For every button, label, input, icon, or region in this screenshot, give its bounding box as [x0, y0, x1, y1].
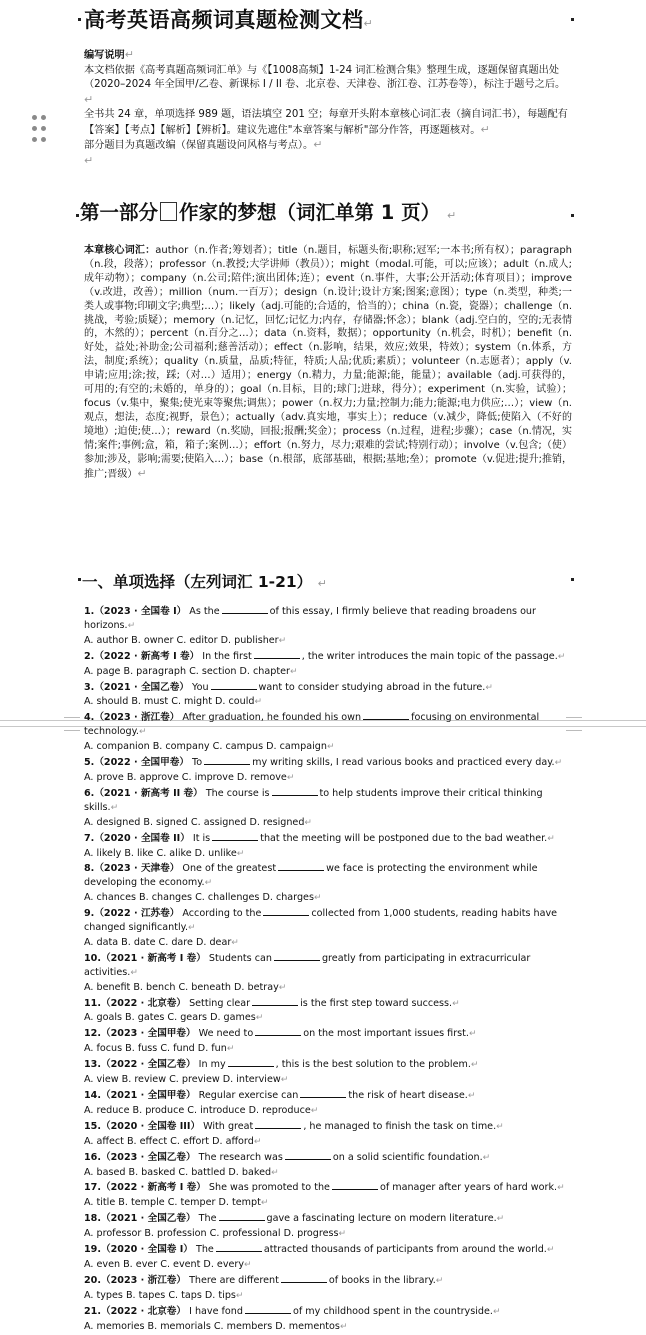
- notes-paragraph: 全书共 24 章，单项选择 989 题，语法填空 201 空；每章开头附本章核心词汇表（摘自词汇书），每题配有【答案】【考点】【解析】【辨析】。建议先遮住"本章答案与解析"部分作答，再逐题核对。↵: [84, 109, 568, 136]
- corner-mark: [571, 578, 574, 581]
- question-options: A. affect B. effect C. effort D. afford↵: [84, 1135, 262, 1147]
- question-text-pre: In my: [198, 1059, 226, 1071]
- question-item: [84, 861, 572, 906]
- question-item: [84, 755, 572, 786]
- question-stem: 17.（2022 · 新高考 I 卷） She was promoted to the of manager after years of hard work.↵: [84, 1182, 565, 1194]
- question-number: 1.: [84, 606, 95, 617]
- question-options: A. likely B. like C. alike D. unlike↵: [84, 847, 245, 859]
- question-number: 13.: [84, 1059, 101, 1071]
- question-number: 16.: [84, 1151, 101, 1163]
- question-text-post: , he managed to finish the task on time.: [303, 1120, 497, 1132]
- question-text-post: , the writer introduces the main topic of the passage.: [301, 650, 558, 662]
- answer-blank[interactable]: [254, 649, 300, 659]
- question-text-post: the risk of heart disease.: [348, 1090, 468, 1101]
- question-number: 15.: [84, 1120, 101, 1132]
- question-item: [84, 1150, 572, 1181]
- question-stem: 7.（2020 · 全国卷 II） It is that the meeting will be postponed due to the bad weather.↵: [84, 832, 555, 844]
- answer-blank[interactable]: [281, 1273, 327, 1283]
- question-text-pre: It is: [192, 832, 211, 844]
- question-source: （2022 · 新高考 I 卷）: [94, 650, 200, 662]
- section-heading-single-choice: 一、单项选择（左列词汇 1-21） ↵: [82, 573, 327, 591]
- question-stem: 11.（2022 · 北京卷） Setting clear is the first step toward success.↵: [84, 997, 460, 1009]
- document-title: 高考英语高频词真题检测文档↵: [84, 8, 374, 32]
- notes-heading: 编写说明↵: [84, 48, 134, 61]
- question-options: A. author B. owner C. editor D. publisher↵: [84, 634, 287, 646]
- question-stem: 14.（2021 · 全国甲卷） Regular exercise can the risk of heart disease.↵: [84, 1090, 476, 1101]
- question-item: [84, 1119, 572, 1150]
- question-number: 12.: [84, 1028, 101, 1040]
- core-vocabulary: 本章核心词汇：author（n.作者;筹划者）；title（n.题目，标题头衔;职称;冠军;一本书;所有权）；paragraph（n.段，段落）；professor（n.教授;大学讲师（教员））；might（modal.可能，可以;应该）；adult（n.成人;成年动物）；company（n.公司;陪伴;演出团体;连）；event（n.事件，大事;公开活动;体育项目）；improve（v.改进，改善）；million（num.一百万）；design（n.设计;设计方案;图案;意图）；type（n.类型，种类;一类人或事物;印刷文字;典型;…）；likely（adj.可能的;合适的，恰当的）；china（n.瓷，瓷器）；challenge（n.挑战，考验;质疑）；memory（n.记忆，回忆;记忆力;内存，存储器;怀念）；blank（adj.空白的，空的;无表情的，木然的）；percent（n.百分之…）；data（n.资料，数据）；opportunity（n.机会，时机）；benefit（n.好处，益处;补助金;公司福利;慈善活动）；effect（n.影响，结果，效应;效果，特效）；system（n.体系，方法，制度;系统）；quality（n.质量，品质;特征，特质;人品;优质;素质）；volunteer（n.志愿者）；apply（v.申请;应用;涂;按，踩;（对…）适用）；energy（n.精力，力量;能源;能，能量）；available（adj.可获得的，可用的;有空的;未婚的，单身的）；goal（n.目标，目的;球门;进球，得分）；experiment（n.实验，试验）；focus（v.集中，聚集;使光束等聚焦;调焦）；power（n.权力;力量;控制力;能力;能源;电力供应;…）；view（n.观点，想法，态度;视野，景色）；actually（adv.真实地，事实上）；reduce（v.减少，降低;使陷入（不好的境地）;迫使;使…）；reward（n.奖励，回报;报酬;奖金）；process（n.过程，进程;步骤）；case（n.情况，实情;案件;事例;盒，箱，箱子;案例…）；effort（n.努力，尽力;艰难的尝试;特别行动）；involve（v.包含;（使）参加;涉及，影响;需要;使陷入…）；base（n.根部，底部基础，根据;基地;垒）；promote（v.促进;提升;推销，推广;晋级）↵: [84, 245, 573, 480]
- answer-blank[interactable]: [255, 1026, 301, 1036]
- question-item: [84, 604, 572, 649]
- question-text-post: that the meeting will be postponed due to the bad weather.: [260, 832, 548, 844]
- question-text-post: of this essay, I firmly believe that reading broadens our horizons.: [84, 606, 536, 631]
- question-number: 19.: [84, 1244, 101, 1256]
- part-one-heading: 第一部分 作家的梦想（词汇单第 1 页） ↵: [80, 201, 457, 224]
- question-number: 6.: [84, 787, 95, 799]
- question-stem: 12.（2023 · 全国甲卷） We need to on the most important issues first.↵: [84, 1028, 477, 1040]
- answer-blank[interactable]: [300, 1088, 346, 1098]
- question-text-post: on the most important issues first.: [303, 1028, 469, 1040]
- question-source: （2020 · 全国卷 III）: [101, 1120, 201, 1132]
- question-text-pre: After graduation, he founded his own: [182, 712, 362, 724]
- empty-paragraph: ↵: [84, 153, 94, 167]
- question-options: A. page B. paragraph C. section D. chapter↵: [84, 665, 298, 677]
- question-item: [84, 906, 572, 951]
- question-source: （2022 · 北京卷）: [101, 1305, 186, 1317]
- answer-blank[interactable]: [263, 906, 309, 916]
- question-stem: 15.（2020 · 全国卷 III） With great , he managed to finish the task on time.↵: [84, 1120, 504, 1132]
- question-item: [84, 1026, 572, 1057]
- question-options: A. memories B. memorials C. members D. mementos↵: [84, 1320, 348, 1332]
- question-text-pre: You: [191, 681, 209, 693]
- question-source: （2022 · 全国乙卷）: [101, 1059, 196, 1071]
- question-options: A. even B. ever C. event D. every↵: [84, 1258, 252, 1270]
- question-list: [84, 604, 572, 1335]
- question-options: A. data B. date C. dare D. dear↵: [84, 936, 239, 948]
- answer-blank[interactable]: [274, 951, 320, 961]
- question-text-pre: She was promoted to the: [208, 1182, 330, 1194]
- question-text-post: greatly from participating in extracurricular activities.: [84, 952, 531, 978]
- question-stem: 3.（2021 · 全国乙卷） You want to consider studying abroad in the future.↵: [84, 681, 493, 693]
- question-text-post: of manager after years of hard work.: [379, 1182, 558, 1194]
- question-text-pre: As the: [189, 606, 220, 617]
- question-source: （2022 · 北京卷）: [101, 997, 186, 1009]
- corner-mark: [571, 18, 574, 21]
- question-stem: 4.（2023 · 浙江卷） After graduation, he founded his own focusing on environmental technology.↵: [84, 712, 540, 738]
- question-options: A. goals B. gates C. gears D. games↵: [84, 1012, 264, 1024]
- question-text-pre: According to the: [182, 908, 262, 920]
- answer-blank[interactable]: [219, 1211, 265, 1221]
- question-source: （2021 · 全国甲卷）: [101, 1090, 196, 1101]
- question-stem: 16.（2023 · 全国乙卷） The research was on a solid scientific foundation.↵: [84, 1151, 491, 1163]
- question-text-pre: We need to: [198, 1028, 254, 1040]
- question-item: [84, 680, 572, 711]
- question-text-post: focusing on environmental technology.: [84, 712, 540, 738]
- question-number: 17.: [84, 1182, 101, 1194]
- corner-mark: [78, 18, 81, 21]
- question-source: （2023 · 天津卷）: [94, 863, 180, 875]
- question-stem: 20.（2023 · 浙江卷） There are different of books in the library.↵: [84, 1274, 444, 1286]
- question-text-pre: One of the greatest: [182, 863, 277, 875]
- question-options: A. based B. basked C. battled D. baked↵: [84, 1166, 279, 1178]
- answer-blank[interactable]: [278, 861, 324, 871]
- question-source: （2022 · 江苏卷）: [94, 908, 180, 920]
- notes-paragraph: 本文档依据《高考真题高频词汇单》与《【1008高频】1-24 词汇检测合集》整理生成，逐题保留真题出处（2020–2024 年全国甲/乙卷、新课标 I / II 卷、北京卷、天津卷、浙江卷、江苏卷等），标注于题号之后。↵: [84, 64, 566, 106]
- question-item: [84, 1211, 572, 1242]
- page-break-marker: [64, 717, 80, 731]
- compilation-notes: [84, 48, 572, 168]
- question-text-pre: Setting clear: [189, 997, 251, 1009]
- question-text-pre: There are different: [189, 1274, 279, 1286]
- question-source: （2021 · 全国乙卷）: [94, 681, 189, 693]
- question-number: 8.: [84, 863, 95, 875]
- question-text-pre: I have fond: [189, 1305, 243, 1317]
- question-source: （2021 · 新高考 II 卷）: [94, 787, 203, 799]
- question-stem: 8.（2023 · 天津卷） One of the greatest we face is protecting the environment while developing the economy.↵: [84, 863, 538, 889]
- question-number: 5.: [84, 757, 95, 769]
- question-text-post: to help students improve their critical thinking skills.: [84, 787, 543, 813]
- question-options: A. designed B. signed C. assigned D. resigned↵: [84, 816, 312, 828]
- question-options: A. types B. tapes C. taps D. tips↵: [84, 1289, 244, 1301]
- corner-mark: [571, 214, 574, 217]
- question-text-pre: The research was: [198, 1151, 283, 1163]
- question-item: [84, 1180, 572, 1211]
- question-text-post: on a solid scientific foundation.: [332, 1151, 483, 1163]
- question-item: [84, 1242, 572, 1273]
- question-text-post: , this is the best solution to the problem.: [275, 1059, 471, 1071]
- question-options: A. companion B. company C. campus D. campaign↵: [84, 741, 335, 753]
- question-options: A. benefit B. bench C. beneath D. betray↵: [84, 981, 287, 993]
- question-source: （2022 · 全国甲卷）: [94, 757, 189, 769]
- question-item: [84, 951, 572, 996]
- notes-paragraph: 部分题目为真题改编（保留真题设问风格与考点）。↵: [84, 138, 323, 151]
- answer-blank[interactable]: [272, 786, 318, 796]
- drag-handle-icon[interactable]: [32, 115, 48, 143]
- question-number: 2.: [84, 650, 95, 662]
- question-stem: 6.（2021 · 新高考 II 卷） The course is to help students improve their critical thinking skills.↵: [84, 787, 543, 813]
- answer-blank[interactable]: [245, 1304, 291, 1314]
- question-item: [84, 1273, 572, 1304]
- question-stem: 9.（2022 · 江苏卷） According to the collected from 1,000 students, reading habits have changed significantly.↵: [84, 908, 558, 934]
- question-number: 18.: [84, 1213, 101, 1225]
- question-stem: 5.（2022 · 全国甲卷） To my writing skills, I read various books and practiced every day.↵: [84, 757, 563, 769]
- answer-blank[interactable]: [216, 1242, 262, 1252]
- document-title-text: 高考英语高频词真题检测文档: [84, 8, 364, 32]
- question-text-post: of books in the library.: [328, 1274, 436, 1286]
- question-text-post: collected from 1,000 students, reading habits have changed significantly.: [84, 908, 558, 934]
- question-number: 14.: [84, 1090, 101, 1101]
- answer-blank[interactable]: [204, 755, 250, 765]
- question-text-pre: To: [191, 757, 203, 769]
- answer-blank[interactable]: [332, 1180, 378, 1190]
- question-text-post: is the first step toward success.: [300, 997, 453, 1009]
- question-text-post: want to consider studying abroad in the future.: [258, 681, 486, 693]
- answer-blank[interactable]: [222, 604, 268, 614]
- question-number: 3.: [84, 681, 95, 693]
- question-source: （2020 · 全国卷 II）: [94, 832, 190, 844]
- answer-blank[interactable]: [285, 1150, 331, 1160]
- corner-mark: [78, 578, 81, 581]
- question-item: [84, 649, 572, 680]
- corner-mark: [76, 214, 79, 217]
- question-text-pre: With great: [203, 1120, 254, 1132]
- question-options: A. chances B. changes C. challenges D. charges↵: [84, 892, 322, 904]
- question-number: 20.: [84, 1274, 101, 1286]
- question-options: A. professor B. profession C. professional D. progress↵: [84, 1228, 347, 1240]
- question-text-post: gave a fascinating lecture on modern literature.: [266, 1213, 497, 1225]
- answer-blank[interactable]: [255, 1119, 301, 1129]
- answer-blank[interactable]: [211, 680, 257, 690]
- question-text-pre: The course is: [205, 787, 270, 799]
- question-item: [84, 1088, 572, 1119]
- question-number: 4.: [84, 712, 95, 724]
- question-options: A. title B. temple C. temper D. tempt↵: [84, 1197, 269, 1209]
- question-number: 11.: [84, 997, 101, 1009]
- question-stem: 13.（2022 · 全国乙卷） In my , this is the best solution to the problem.↵: [84, 1059, 479, 1071]
- question-source: （2021 · 新高考 I 卷）: [101, 952, 206, 964]
- answer-blank[interactable]: [252, 996, 298, 1006]
- question-number: 7.: [84, 832, 95, 844]
- question-stem: 10.（2021 · 新高考 I 卷） Students can greatly from participating in extracurricular activities.↵: [84, 952, 531, 978]
- answer-blank[interactable]: [363, 710, 409, 720]
- question-item: [84, 1057, 572, 1088]
- answer-blank[interactable]: [212, 831, 258, 841]
- question-text-pre: Students can: [208, 952, 272, 964]
- question-stem: 18.（2021 · 全国乙卷） The gave a fascinating lecture on modern literature.↵: [84, 1213, 505, 1225]
- question-text-pre: The: [198, 1213, 217, 1225]
- question-number: 21.: [84, 1305, 101, 1317]
- question-options: A. prove B. approve C. improve D. remove↵: [84, 771, 295, 783]
- question-text-post: of my childhood spent in the countryside.: [292, 1305, 493, 1317]
- question-number: 9.: [84, 908, 95, 920]
- question-item: [84, 831, 572, 862]
- question-text-pre: The: [195, 1244, 214, 1256]
- vocab-label: 本章核心词汇：: [84, 245, 156, 256]
- question-item: [84, 710, 572, 755]
- question-options: A. focus B. fuss C. fund D. fun↵: [84, 1043, 235, 1055]
- question-text-pre: In the first: [202, 650, 252, 662]
- question-stem: 19.（2020 · 全国卷 I） The attracted thousands of participants from around the world.↵: [84, 1244, 555, 1256]
- question-stem: 21.（2022 · 北京卷） I have fond of my childhood spent in the countryside.↵: [84, 1305, 501, 1317]
- question-source: （2022 · 新高考 I 卷）: [101, 1182, 206, 1194]
- question-item: [84, 786, 572, 831]
- question-text-post: we face is protecting the environment while developing the economy.: [84, 863, 538, 889]
- question-source: （2023 · 全国乙卷）: [101, 1151, 196, 1163]
- question-text-post: my writing skills, I read various books and practiced every day.: [252, 757, 555, 769]
- question-stem: 2.（2022 · 新高考 I 卷） In the first , the writer introduces the main topic of the passage.↵: [84, 650, 566, 662]
- answer-blank[interactable]: [228, 1057, 274, 1067]
- question-source: （2023 · 浙江卷）: [94, 712, 180, 724]
- vocab-text: author（n.作者;筹划者）；title（n.题目，标题头衔;职称;冠军;一本书;所有权）；paragraph（n.段，段落）；professor（n.教授;大学讲师（教员））；might（modal.可能，可以;应该）；adult（n.成人;成年动物）；company（n.公司;陪伴;演出团体;连）；event（n.事件，大事;公开活动;体育项目）；improve（v.改进，改善）；million（num.一百万）；design（n.设计;设计方案;图案;意图）；type（n.类型，种类;一类人或事物;印刷文字;典型;…）；likely（adj.可能的;合适的，恰当的）；china（n.瓷，瓷器）；challenge（n.挑战，考验;质疑）；memory（n.记忆，回忆;记忆力;内存，存储器;怀念）；blank（adj.空白的，空的;无表情的，木然的）；percent（n.百分之…）；data（n.资料，数据）；opportunity（n.机会，时机）；benefit（n.好处，益处;补助金;公司福利;慈善活动）；effect（n.影响，结果，效应;效果，特效）；system（n.体系，方法，制度;系统）；quality（n.质量，品质;特征，特质;人品;优质;素质）；volunteer（n.志愿者）；apply（v.申请;应用;涂;按，踩;（对…）适用）；energy（n.精力，力量;能源;能，能量）；available（adj.可获得的，可用的;有空的;未婚的，单身的）；goal（n.目标，目的;球门;进球，得分）；experiment（n.实验，试验）；focus（v.集中，聚集;使光束等聚焦;调焦）；power（n.权力;力量;控制力;能力;能源;电力供应;…）；view（n.观点，想法，态度;视野，景色）；actually（adv.真实地，事实上）；reduce（v.减少，降低;使陷入（不好的境地）;迫使;使…）；reward（n.奖励，回报;报酬;奖金）；process（n.过程，进程;步骤）；case（n.情况，实情;案件;事例;盒，箱，箱子;案例…）；effort（n.努力，尽力;艰难的尝试;特别行动）；involve（v.包含;（使）参加;涉及，影响;需要;使陷入…）；base（n.根部，底部基础，根据;基地;垒）；promote（v.促进;提升;推销，推广;晋级）: [84, 245, 573, 480]
- question-source: （2023 · 全国卷 I）: [94, 606, 187, 617]
- question-source: （2023 · 全国甲卷）: [101, 1028, 196, 1040]
- question-number: 10.: [84, 952, 101, 964]
- question-source: （2020 · 全国卷 I）: [101, 1244, 193, 1256]
- question-stem: 1.（2023 · 全国卷 I） As the of this essay, I firmly believe that reading broadens our horizons.↵: [84, 606, 536, 631]
- question-options: A. view B. review C. preview D. interview↵: [84, 1074, 289, 1086]
- question-source: （2023 · 浙江卷）: [101, 1274, 186, 1286]
- question-item: [84, 996, 572, 1027]
- question-text-pre: Regular exercise can: [198, 1090, 299, 1101]
- question-options: A. should B. must C. might D. could↵: [84, 696, 263, 708]
- question-item: [84, 1304, 572, 1335]
- question-source: （2021 · 全国乙卷）: [101, 1213, 196, 1225]
- missing-glyph-box: [160, 202, 177, 221]
- question-text-post: attracted thousands of participants from around the world.: [263, 1244, 547, 1256]
- question-options: A. reduce B. produce C. introduce D. reproduce↵: [84, 1104, 319, 1116]
